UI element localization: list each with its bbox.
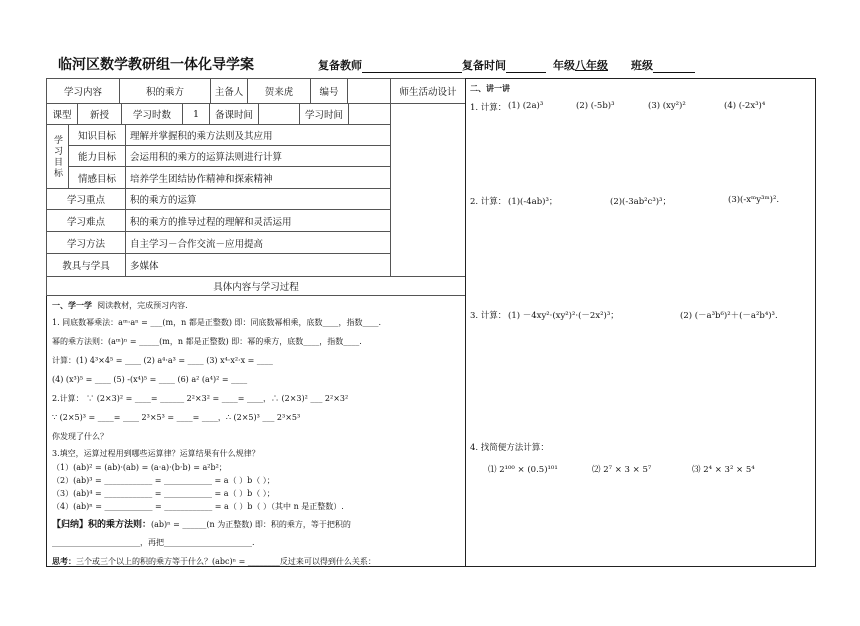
- content-line-6: 2.计算： ∵ (2×3)² = ____= ______ 2²×3² = ____= ____，∴ (2×3)² ___ 2²×3²: [52, 394, 349, 403]
- emotion-goal-label: 情感目标: [68, 166, 126, 189]
- key-point-value: 积的乘方的运算: [125, 188, 391, 210]
- tools-value: 多媒体: [125, 253, 391, 277]
- preparer-label: 主备人: [210, 78, 248, 104]
- question-3-item-2: (2) (－a³b⁶)²＋(－a²b⁴)³.: [680, 311, 778, 321]
- difficulty-value: 积的乘方的推导过程的理解和灵活运用: [125, 209, 391, 232]
- prep-time-label: 备课时间: [209, 103, 259, 125]
- study-content-value: 积的乘方: [119, 78, 211, 104]
- content-line-7: ∵ (2×5)³ = ____= ____ 2³×5³ = ____= ____，∴ (2×5)³ ___ 2³×5³: [52, 413, 301, 422]
- ability-goal-value: 会运用积的乘方的运算法则进行计算: [125, 145, 391, 167]
- lesson-type-label: 课型: [46, 103, 78, 125]
- study-time-label: 学习时间: [299, 103, 349, 125]
- content-line-12: （3）(ab)⁴ = ____________ = ____________ = a（ ）b（ ）；: [52, 489, 275, 498]
- content-line-4: 计算：(1) 4³×4⁵ = ____ (2) a⁴·a³ = ____ (3) x⁴·x²·x = ____: [52, 356, 273, 365]
- question-3-item-1: (1) －4xy²·(xy²)²·(－2x²)³；: [508, 311, 619, 321]
- question-4-label: 4. 找简便方法计算：: [470, 443, 549, 453]
- ability-goal-label: 能力目标: [68, 145, 126, 167]
- content-line-8: 你发现了什么？: [52, 432, 108, 441]
- content-line-2: 1. 同底数幂乘法：aᵐ·aⁿ = ___(m，n 都是正整数) 即：同底数幂相乘，底数____，指数____.: [52, 318, 382, 327]
- document-title: 临河区数学教研组一体化导学案: [58, 57, 254, 73]
- content-line-11: （2）(ab)³ = ____________ = ____________ = a（ ）b（ ）；: [52, 476, 275, 485]
- emotion-goal-value: 培养学生团结协作精神和探索精神: [125, 166, 391, 189]
- question-4-item-3: ⑶ 2⁴ × 3² × 5⁴: [692, 465, 755, 475]
- question-1-item-1: (1) (2a)³: [508, 101, 544, 111]
- question-4-item-2: ⑵ 2⁷ × 3 × 5⁷: [592, 465, 652, 475]
- lesson-type-value: 新授: [77, 103, 122, 125]
- question-1-label: 1. 计算：: [470, 103, 507, 113]
- prep-time-value: [258, 103, 300, 125]
- content-line-15: ______________________，再把______________________.: [52, 538, 255, 547]
- document-header: [0, 54, 860, 74]
- key-point-label: 学习重点: [46, 188, 126, 210]
- content-line-5: (4) (x³)⁵ = ____ (5) -(x⁴)⁵ = ____ (6) a² (a⁴)² = ____: [52, 375, 248, 384]
- study-content-label: 学习内容: [46, 78, 120, 104]
- activity-design-area: [390, 103, 466, 277]
- study-time-value: [348, 103, 391, 125]
- question-2-label: 2. 计算：: [470, 197, 507, 207]
- difficulty-label: 学习难点: [46, 209, 126, 232]
- content-line-14: 【归纳】积的乘方法则：(ab)ⁿ = ______(n 为正整数) 即：积的乘方，等于把积的: [52, 520, 351, 530]
- practice-panel: [465, 78, 816, 567]
- teacher-field: 复备教师: [318, 57, 462, 73]
- practice-heading: 二、讲一讲: [470, 83, 510, 93]
- class-field: 班级: [631, 57, 695, 73]
- preparer-value: 贺来虎: [247, 78, 311, 104]
- learning-goals-label: 学习目标: [46, 124, 69, 189]
- content-line-16: 思考：三个或三个以上的积的乘方等于什么？(abc)ⁿ = ________反过来可以得到什么关系：: [52, 556, 376, 566]
- study-hours-label: 学习时数: [121, 103, 183, 125]
- study-hours-value: 1: [182, 103, 210, 125]
- number-label: 编号: [310, 78, 348, 104]
- question-2-item-1: (1)(-4ab)³；: [508, 197, 558, 207]
- method-value: 自主学习－合作交流－应用提高: [125, 231, 391, 254]
- number-value: [347, 78, 391, 104]
- content-line-13: （4）(ab)ⁿ = ____________ = ____________ = a（ ）b（ ）（其中 n 是正整数）.: [52, 502, 344, 511]
- question-2-item-3: (3)(-xᵐy³ᵐ)².: [728, 195, 780, 205]
- grade-field: 年级八年级: [553, 59, 608, 72]
- tools-label: 教具与学具: [46, 253, 126, 277]
- question-3-label: 3. 计算：: [470, 311, 507, 321]
- question-2-item-2: (2)(-3ab²c³)³；: [610, 197, 671, 207]
- question-1-item-4: (4) (-2x³)⁴: [724, 101, 766, 111]
- knowledge-goal-label: 知识目标: [68, 124, 126, 146]
- content-line-10: （1）(ab)² = (ab)·(ab) = (a·a)·(b·b) = a²b²；: [52, 463, 227, 472]
- knowledge-goal-value: 理解并掌握积的乘方法则及其应用: [125, 124, 391, 146]
- content-line-1: 一、学一学 阅读教材，完成预习内容.: [52, 300, 188, 310]
- question-1-item-3: (3) (xy²)²: [648, 101, 686, 111]
- question-4-item-1: ⑴ 2¹⁰⁰ × (0.5)¹⁰¹: [488, 465, 558, 475]
- section-title: 具体内容与学习过程: [46, 276, 466, 296]
- time-field: 复备时间: [462, 57, 546, 73]
- content-line-9: 3.填空，运算过程用到哪些运算律？运算结果有什么规律？: [52, 449, 260, 458]
- method-label: 学习方法: [46, 231, 126, 254]
- content-line-3: 幂的乘方法则：(aᵐ)ⁿ = _____(m，n 都是正整数) 即：幂的乘方，底数____，指数____.: [52, 337, 362, 346]
- learning-content: [46, 295, 466, 567]
- question-1-item-2: (2) (-5b)³: [576, 101, 615, 111]
- activity-design-label: 师生活动设计: [390, 78, 466, 104]
